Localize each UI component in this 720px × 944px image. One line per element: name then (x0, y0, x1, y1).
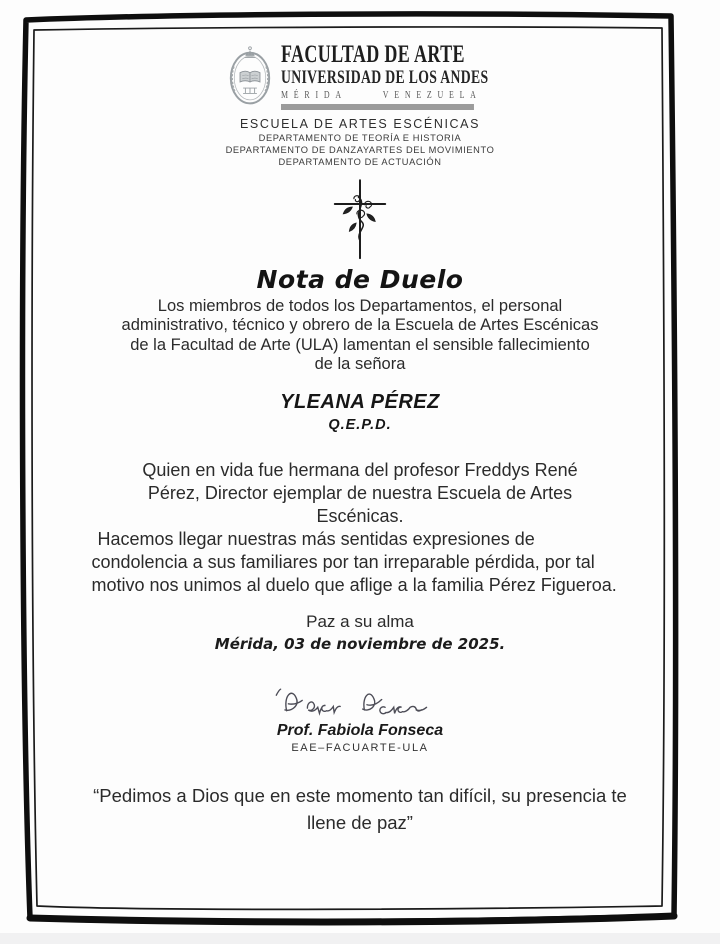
university-letterhead (0, 42, 720, 112)
school-block (0, 116, 720, 168)
memorial-cross-illustration (0, 178, 720, 262)
university-title: UNIVERSIDAD DE LOS ANDES (281, 67, 489, 88)
note-title: Nota de Duelo (256, 265, 464, 294)
relation-paragraph: Quien en vida fue hermana del profesor Freddys René Pérez, Director ejemplar de nuestra Escuela de Artes Escénicas. (142, 460, 578, 527)
peace-line: Paz a su alma (306, 612, 414, 632)
signer-organization: EAE–FACUARTE-ULA (291, 742, 429, 755)
date-line: Mérida, 03 de noviembre de 2025. (214, 635, 506, 654)
rip-abbreviation: Q.E.P.D. (328, 417, 392, 434)
location-line: MÉRIDA VENEZUELA (281, 89, 482, 101)
department-line: DEPARTAMENTO DE TEORÍA E HISTORIA (258, 133, 462, 143)
condolence-paragraph: Hacemos llegar nuestras más sentidas expresiones de condolencia a sus familiares por tan irreparable pérdida, por tal motivo nos unimos al duelo que aflige a la familia Pérez Figueroa. (91, 529, 617, 596)
university-seal-logo (227, 43, 273, 107)
signature-strokes-icon (253, 684, 468, 722)
cross-with-roses-icon (320, 178, 400, 262)
faculty-title: FACULTAD DE ARTE (281, 41, 465, 68)
intro-paragraph: Los miembros de todos los Departamentos, el personal administrativo, técnico y obrero de la Escuela de Artes Escénicas de la Facultad de Arte (ULA) lamentan el sensible fallecimiento de la señora (121, 297, 599, 373)
page-edge-strip (0, 933, 720, 944)
letterhead-divider-bar (281, 104, 474, 110)
department-line: DEPARTAMENTO DE ACTUACIÓN (278, 157, 442, 167)
department-line: DEPARTAMENTO DE DANZAYARTES DEL MOVIMIENTO (225, 145, 495, 155)
handwritten-signature (0, 684, 720, 722)
school-name: ESCUELA DE ARTES ESCÉNICAS (239, 117, 481, 131)
deceased-name: YLEANA PÉREZ (280, 391, 440, 414)
signer-name: Prof. Fabiola Fonseca (276, 722, 444, 740)
closing-quote: “Pedimos a Dios que en este momento tan difícil, su presencia te llene de paz” (93, 785, 627, 834)
